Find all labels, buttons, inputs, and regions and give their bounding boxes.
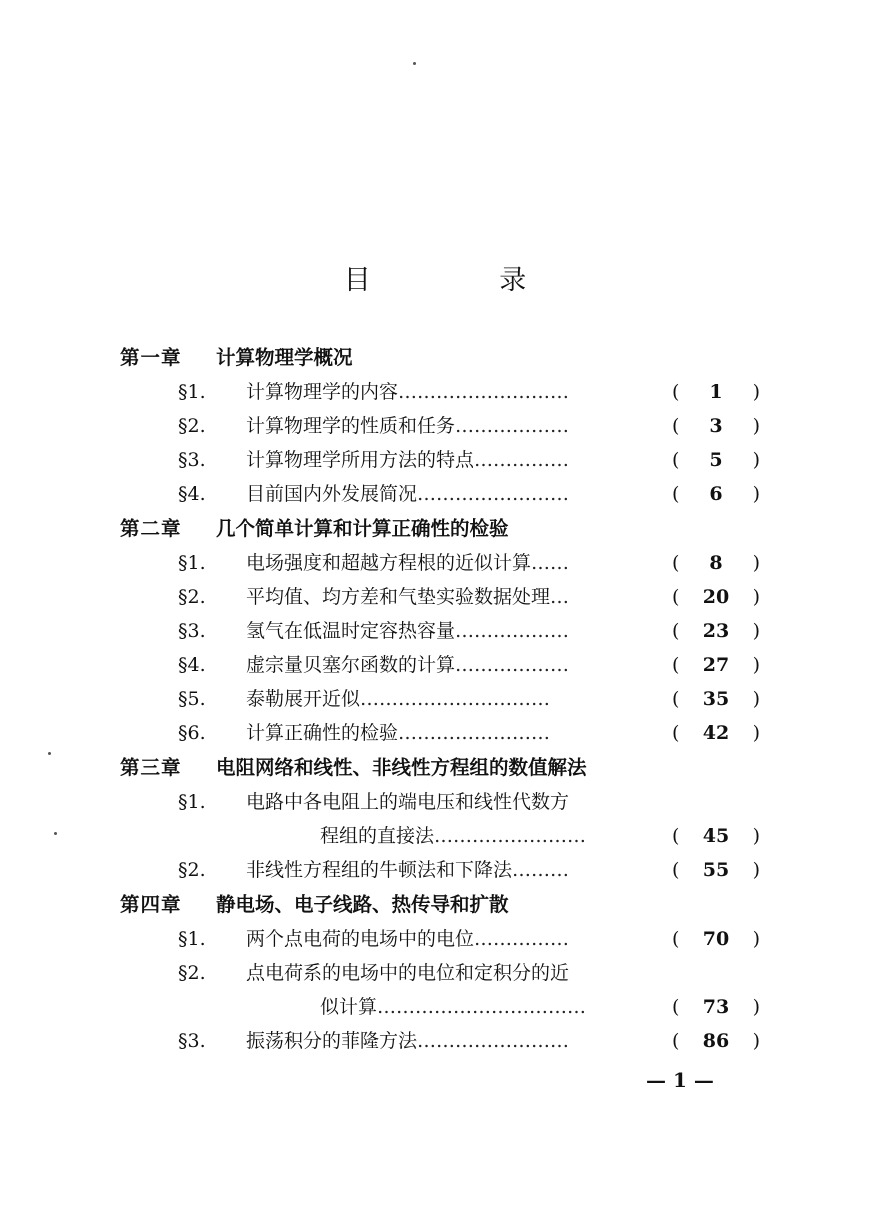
chapter-heading[interactable] [120,750,760,785]
section-title [246,375,569,409]
dot-leader: …………… [474,928,570,950]
section-number: §2. [178,859,206,881]
paren-close: ) [752,654,760,676]
page-reference [672,477,760,511]
chapter-label: 第四章 [120,893,182,916]
section-number: §4. [178,483,206,505]
chapter-heading[interactable] [120,887,760,922]
paren-close: ) [752,825,760,847]
section-entry[interactable] [120,785,760,819]
dot-leader: …………… [474,449,570,471]
section-entry-continuation[interactable] [120,819,760,853]
dot-leader: …………………… [434,825,587,847]
section-title [246,853,569,887]
chapter-label: 第一章 [120,346,182,369]
page-number-ref: 5 [709,449,723,471]
scan-speck [413,62,416,65]
section-entry[interactable] [120,956,760,990]
section-title [246,922,569,956]
page-reference [672,409,760,443]
page-reference [672,819,760,853]
section-title-text: 电场强度和超越方程根的近似计算 [246,552,532,574]
section-title [246,648,569,682]
page-number-ref: 35 [702,688,730,710]
dot-leader: ………………………… [360,688,551,710]
section-title-text: 计算物理学的性质和任务 [246,415,456,437]
section-entry[interactable] [120,375,760,409]
paren-open: ( [672,381,680,403]
section-number: §3. [178,1030,206,1052]
section-entry-continuation[interactable] [120,990,760,1024]
paren-open: ( [672,620,680,642]
section-title-text: 虚宗量贝塞尔函数的计算 [246,654,456,676]
chapter-heading[interactable] [120,340,760,375]
dot-leader: ……………… [455,620,570,642]
page-number-ref: 45 [702,825,730,847]
dot-leader: …………………… [398,722,551,744]
page-number-ref: 23 [702,620,730,642]
page-number-ref: 27 [702,654,730,676]
dot-leader: ……………………… [398,381,570,403]
chapter-heading[interactable] [120,511,760,546]
paren-close: ) [752,620,760,642]
section-title-cont-text: 似计算 [320,996,378,1018]
section-title-text: 点电荷系的电场中的电位和定积分的近 [246,962,570,984]
section-number: §6. [178,722,206,744]
chapter-title: 电阻网络和线性、非线性方程组的数值解法 [216,756,587,779]
section-title-text: 目前国内外发展简况 [246,483,418,505]
section-number: §1. [178,928,206,950]
paren-close: ) [752,688,760,710]
paren-close: ) [752,859,760,881]
section-title-text: 计算物理学所用方法的特点 [246,449,475,471]
page-reference [672,443,760,477]
section-title-continued [320,990,586,1024]
dot-leader: …………………… [417,1030,570,1052]
dot-leader: ……………… [455,415,570,437]
section-entry[interactable] [120,922,760,956]
section-title-text: 两个点电荷的电场中的电位 [246,928,475,950]
page-reference [672,716,760,750]
paren-open: ( [672,859,680,881]
paren-close: ) [752,415,760,437]
page-number: — 1 — [646,1068,714,1092]
paren-open: ( [672,688,680,710]
paren-open: ( [672,449,680,471]
chapter-label: 第三章 [120,756,182,779]
section-entry[interactable] [120,580,760,614]
paren-open: ( [672,586,680,608]
page-number-ref: 55 [702,859,730,881]
section-entry[interactable] [120,546,760,580]
paren-close: ) [752,722,760,744]
page-number-ref: 42 [702,722,730,744]
page-number-ref: 70 [702,928,730,950]
section-title [246,716,550,750]
section-number: §2. [178,586,206,608]
chapter-title: 几个简单计算和计算正确性的检验 [216,517,509,540]
section-title [246,409,569,443]
section-number: §2. [178,415,206,437]
scan-speck [48,752,51,755]
section-entry[interactable] [120,648,760,682]
page-reference [672,580,760,614]
section-title-text: 非线性方程组的牛顿法和下降法 [246,859,513,881]
dot-leader: …………………… [417,483,570,505]
page-number-ref: 8 [709,552,723,574]
section-number: §1. [178,791,206,813]
page-reference [672,614,760,648]
section-entry[interactable] [120,477,760,511]
paren-close: ) [752,381,760,403]
section-entry[interactable] [120,853,760,887]
paren-open: ( [672,415,680,437]
paren-open: ( [672,552,680,574]
section-title-text: 泰勒展开近似 [246,688,361,710]
paren-close: ) [752,586,760,608]
section-title [246,580,569,614]
page-number-ref: 20 [702,586,730,608]
section-title [246,1024,569,1058]
paren-close: ) [752,483,760,505]
page-number-ref: 86 [702,1030,730,1052]
page-title: 目 录 [343,265,587,296]
paren-close: ) [752,928,760,950]
section-title-text: 电路中各电阻上的端电压和线性代数方 [246,791,570,813]
dot-leader: …… [531,552,570,574]
section-entry[interactable] [120,614,760,648]
section-title-text: 振荡积分的菲隆方法 [246,1030,418,1052]
section-title-text: 平均值、均方差和气垫实验数据处理 [246,586,551,608]
paren-open: ( [672,722,680,744]
section-entry[interactable] [120,682,760,716]
page-reference [672,1024,760,1058]
page-reference [672,990,760,1024]
paren-open: ( [672,483,680,505]
section-number: §5. [178,688,206,710]
page-reference [672,546,760,580]
dot-leader: ……………… [455,654,570,676]
section-title-text: 计算物理学的内容 [246,381,399,403]
section-title [246,614,569,648]
paren-close: ) [752,449,760,471]
paren-close: ) [752,552,760,574]
section-entry[interactable] [120,409,760,443]
paren-open: ( [672,1030,680,1052]
section-title-text: 氢气在低温时定容热容量 [246,620,456,642]
section-title [246,682,550,716]
page-reference [672,853,760,887]
section-number: §2. [178,962,206,984]
section-number: §1. [178,552,206,574]
section-number: §3. [178,449,206,471]
chapter-title: 静电场、电子线路、热传导和扩散 [216,893,509,916]
section-title [246,546,569,580]
section-number: §1. [178,381,206,403]
page-reference [672,922,760,956]
paren-close: ) [752,1030,760,1052]
section-title [246,443,569,477]
section-number: §4. [178,654,206,676]
dot-leader: … [550,586,570,608]
section-number: §3. [178,620,206,642]
section-entry[interactable] [120,716,760,750]
section-entry[interactable] [120,443,760,477]
scan-speck [54,832,57,835]
page-reference [672,375,760,409]
page-reference [672,648,760,682]
table-of-contents [120,340,760,1058]
section-entry[interactable] [120,1024,760,1058]
paren-open: ( [672,654,680,676]
section-title [246,956,569,990]
chapter-label: 第二章 [120,517,182,540]
dot-leader: ……… [512,859,570,881]
page-number-ref: 6 [709,483,723,505]
page-number-ref: 1 [709,381,723,403]
section-title [246,477,569,511]
dot-leader: …………………………… [377,996,587,1018]
section-title-continued [320,819,586,853]
paren-close: ) [752,996,760,1018]
paren-open: ( [672,825,680,847]
paren-open: ( [672,996,680,1018]
section-title-text: 计算正确性的检验 [246,722,399,744]
page-number-ref: 3 [709,415,723,437]
page-number-ref: 73 [702,996,730,1018]
section-title [246,785,569,819]
section-title-cont-text: 程组的直接法 [320,825,435,847]
page-reference [672,682,760,716]
paren-open: ( [672,928,680,950]
chapter-title: 计算物理学概况 [216,346,353,369]
